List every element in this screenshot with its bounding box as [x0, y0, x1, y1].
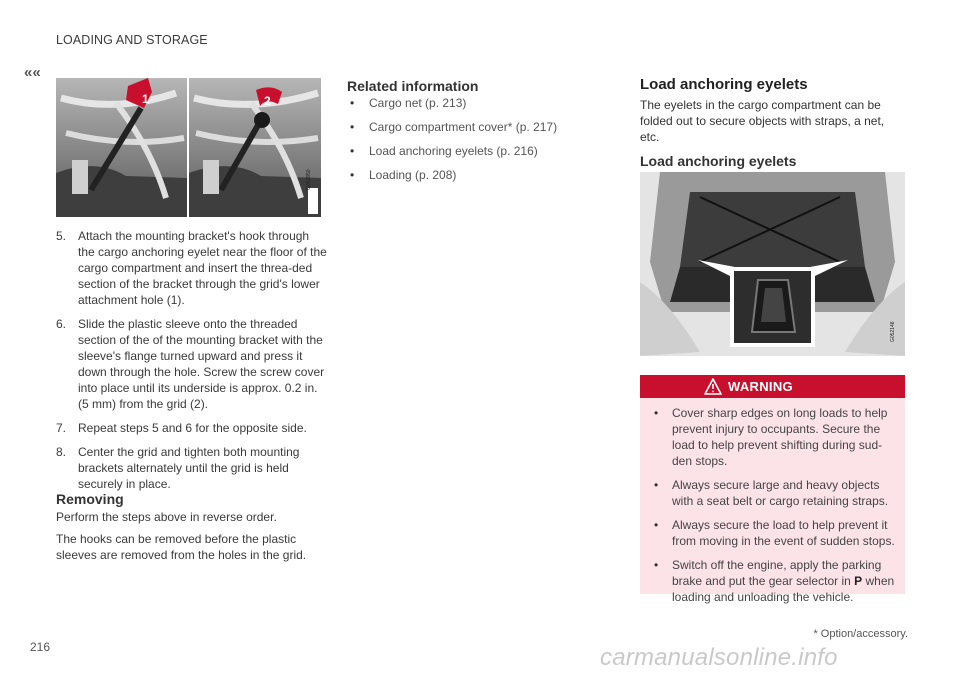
related-links-list: [347, 95, 587, 191]
step-text: Repeat steps 5 and 6 for the opposite side.: [78, 421, 307, 435]
warning-item: • Cover sharp edges on long loads to help prevent injury to occupants. Secure the load to help prevent shifting during sud-den stops.: [650, 405, 900, 469]
step-number: 7.: [56, 421, 67, 435]
warning-item: • Always secure large and heavy objects with a seat belt or cargo retaining straps.: [650, 477, 900, 509]
removing-paragraph-2: The hooks can be removed before the plastic sleeves are removed from the holes in the grid.: [56, 532, 307, 562]
intro-paragraph: The eyelets in the cargo compartment can be folded out to secure objects with straps, a net, etc.: [640, 98, 885, 144]
figure-code: G052148: [890, 321, 896, 342]
section-header: LOADING AND STORAGE: [56, 33, 208, 47]
mounting-bracket-drawing: [56, 78, 321, 217]
step-item: [56, 316, 328, 412]
step-text: Attach the mounting bracket's hook through the cargo anchoring eyelet near the floor of the cargo compartment and insert the threa-ded section of the bracket through the grid's lower attachment hole (1).: [78, 229, 327, 307]
related-information-heading: Related information: [347, 78, 479, 94]
step-number: 6.: [56, 317, 67, 331]
related-link-cargo-cover[interactable]: • Cargo compartment cover* (p. 217): [347, 119, 587, 135]
cargo-eyelets-illustration: [640, 172, 905, 356]
warning-item-text: when loading and unloading the vehicle.: [672, 574, 895, 604]
removing-paragraph-1: Perform the steps above in reverse order.: [56, 510, 277, 524]
warning-item: • Always secure the load to help prevent it from moving in the event of sudden stops.: [650, 517, 900, 549]
related-link-loading[interactable]: • Loading (p. 208): [347, 167, 587, 183]
warning-item-text: Switch off the engine, apply the parking brake and put the gear selector in: [672, 558, 882, 588]
callout-2: 2: [264, 94, 271, 108]
page-number: 216: [30, 640, 51, 654]
warning-item: [650, 557, 900, 605]
continued-from-previous-mark: ««: [24, 64, 41, 81]
installation-steps: [56, 228, 328, 500]
step-number: 8.: [56, 445, 67, 459]
warning-triangle-icon: [704, 378, 722, 395]
warning-title: WARNING: [728, 379, 793, 394]
step-text: Slide the plastic sleeve onto the threaded section of the of the mounting bracket with the sleeve's flange turned upward and press it down through the hole. Screw the screw cover into place until its underside is approx. 0.2 in. (5 mm) from the grid (2).: [78, 317, 325, 411]
watermark: carmanualsonline.info: [600, 644, 838, 671]
related-link-anchoring-eyelets[interactable]: • Load anchoring eyelets (p. 216): [347, 143, 587, 159]
figure-code: G052850: [306, 169, 312, 190]
page-title: Load anchoring eyelets: [640, 76, 808, 93]
warning-list: [650, 405, 900, 613]
step-number: 5.: [56, 229, 67, 243]
option-footnote: * Option/accessory.: [813, 628, 908, 640]
related-link-cargo-net[interactable]: • Cargo net (p. 213): [347, 95, 587, 111]
step-item: [56, 228, 328, 308]
gear-selector-value: P: [854, 574, 863, 588]
mounting-bracket-illustration: [56, 78, 321, 217]
cargo-compartment-drawing: [640, 172, 905, 356]
step-item: [56, 444, 328, 492]
warning-box: [640, 375, 905, 604]
warning-header: [640, 375, 905, 398]
removing-heading: Removing: [56, 491, 124, 507]
step-item: [56, 420, 328, 436]
step-text: Center the grid and tighten both mounting brackets alternately until the grid is held securely in place.: [78, 445, 300, 491]
subsection-heading: Load anchoring eyelets: [640, 153, 797, 169]
callout-1: 1: [142, 92, 149, 106]
